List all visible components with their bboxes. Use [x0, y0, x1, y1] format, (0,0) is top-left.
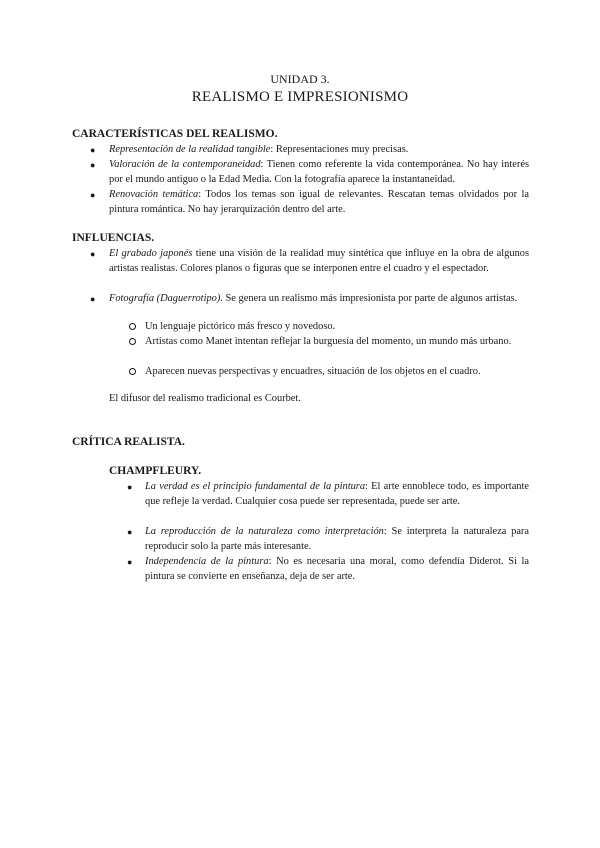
- subsection-heading-champfleury: CHAMPFLEURY.: [109, 465, 202, 477]
- bullet-icon: ●: [90, 294, 96, 304]
- bullet-icon: ●: [127, 557, 133, 567]
- list-item: Renovación temática: Todos los temas son igual de relevantes. Rescatan temas olvidados por la pintura romántica. No hay jerarquización dentro del arte.: [109, 189, 529, 215]
- sub-list-item: Un lenguaje pictórico más fresco y novedoso.: [145, 321, 336, 332]
- bullet-icon: ●: [127, 482, 133, 492]
- bullet-icon: ●: [90, 145, 96, 155]
- bullet-icon: ●: [127, 527, 133, 537]
- page-title: REALISMO E IMPRESIONISMO: [191, 89, 409, 105]
- list-item: El grabado japonés tiene una visión de la realidad muy sintética que influye en la obra de algunos artistas realistas. Colores planos o figuras que se interponen entre el cuadro y el espectador.: [109, 248, 530, 274]
- section-heading-realismo: CARACTERÍSTICAS DEL REALISMO.: [72, 128, 278, 140]
- list-item: Fotografía (Daguerrotipo). Se genera un realismo más impresionista por parte de algunos artistas.: [109, 293, 518, 304]
- sub-list-item: Aparecen nuevas perspectivas y encuadres, situación de los objetos en el cuadro.: [145, 366, 481, 377]
- sub-list-item: Artistas como Manet intentan reflejar la burguesía del momento, un mundo más urbano.: [145, 336, 512, 347]
- unit-label: UNIDAD 3.: [270, 72, 330, 86]
- circle-bullet-icon: [129, 338, 136, 345]
- list-item: La verdad es el principio fundamental de la pintura: El arte ennoblece todo, es importante que refleje la verdad. Cualquier cosa puede ser representada, puede ser arte.: [145, 481, 529, 507]
- section-heading-critica: CRÍTICA REALISTA.: [72, 436, 185, 448]
- list-item: Representación de la realidad tangible: Representaciones muy precisas.: [109, 144, 409, 155]
- circle-bullet-icon: [129, 368, 136, 375]
- courbet-note: El difusor del realismo tradicional es Courbet.: [109, 393, 301, 404]
- list-item: Valoración de la contemporaneidad: Tienen como referente la vida contemporánea. No hay interés por el mundo antiguo o la Edad Media. Con la fotografía aparece la instantaneidad.: [109, 159, 529, 185]
- bullet-icon: ●: [90, 249, 96, 259]
- circle-bullet-icon: [129, 323, 136, 330]
- list-item: La reproducción de la naturaleza como interpretación: Se interpreta la naturaleza para reproducir solo la parte más interesante.: [145, 526, 530, 552]
- list-item: Independencia de la pintura: No es necesaria una moral, como defendía Diderot. Si la pintura se convierte en enseñanza, deja de ser arte.: [145, 556, 529, 582]
- bullet-icon: ●: [90, 190, 96, 200]
- section-heading-influencias: INFLUENCIAS.: [72, 232, 155, 244]
- bullet-icon: ●: [90, 160, 96, 170]
